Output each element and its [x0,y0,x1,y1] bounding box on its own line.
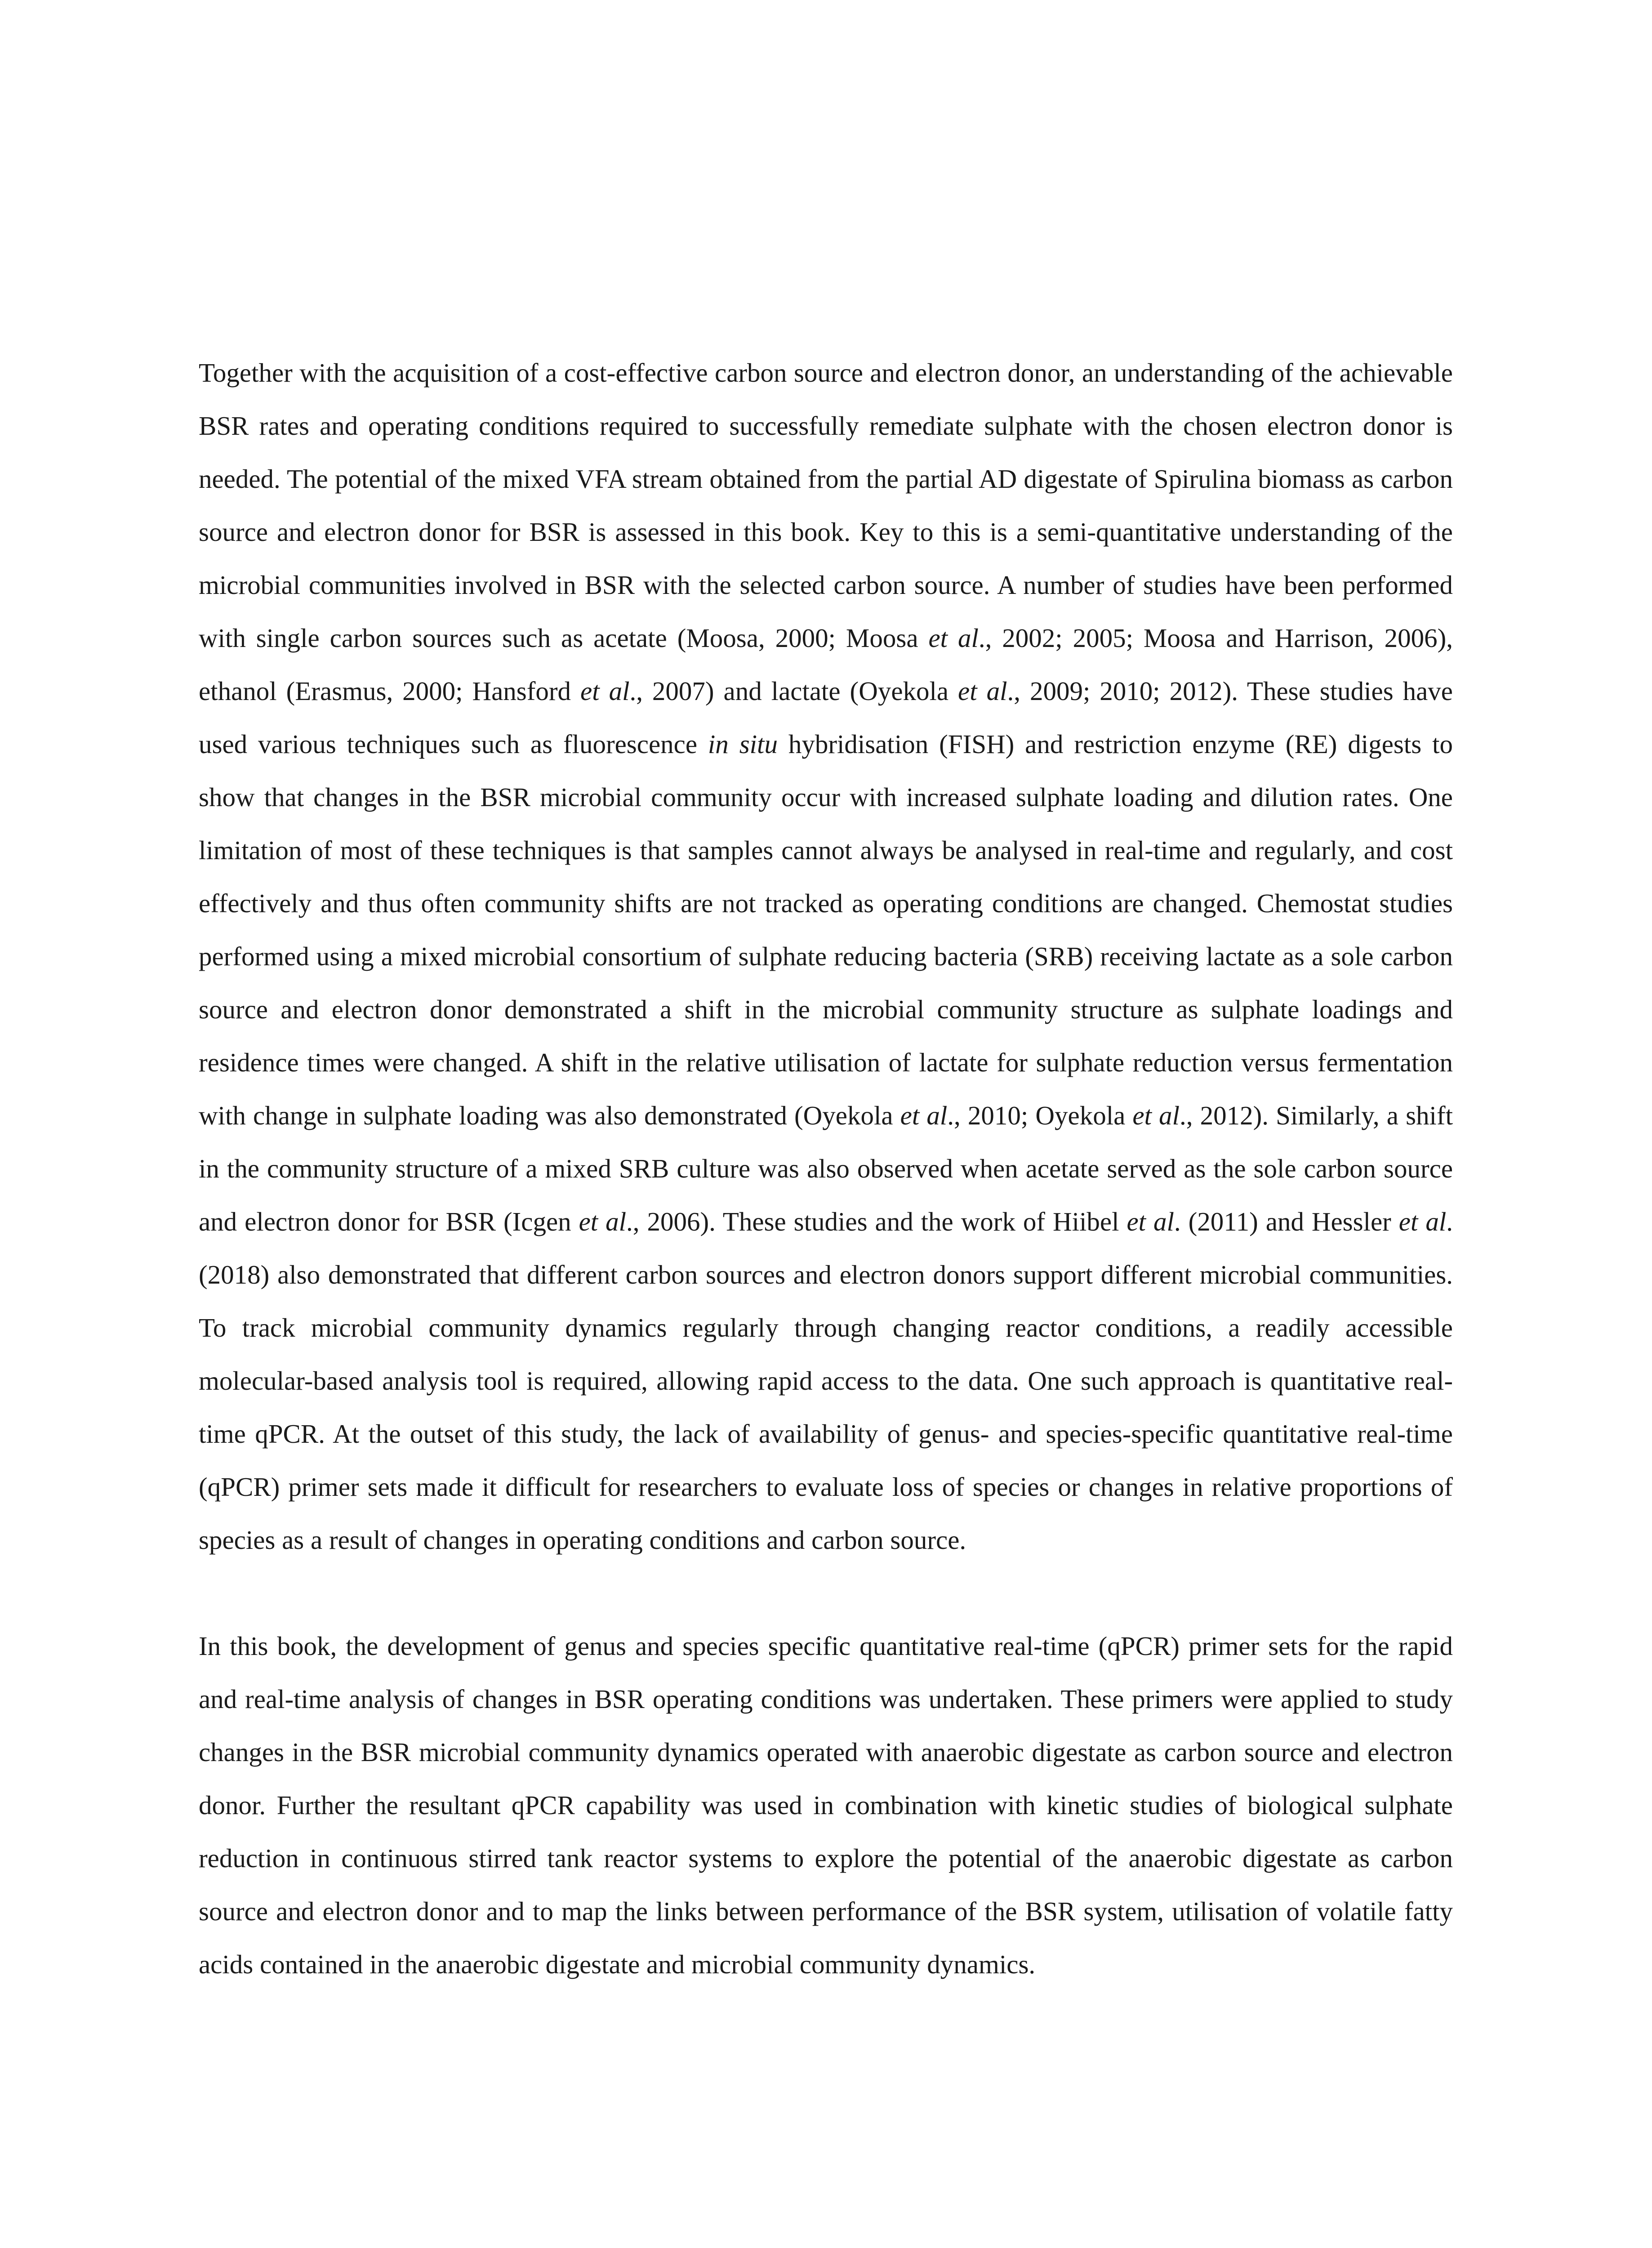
text-run: ., 2007) and lactate (Oyekola [629,676,958,706]
text-run: ., 2002; 2005; Moosa and Harrison, 2006), ethanol (Erasmus, 2000; Hansford [199,623,1453,706]
text-run: In this book, the development of genus and species specific quantitative real-time (qPCR) primer sets for the rapid and real-time analysis of changes in BSR operating conditions was undertaken. These primers were applied to study changes in the BSR microbial community dynamics operated with anaerobic digestate as carbon source and electron donor. Further the resultant qPCR capability was used in combination with kinetic studies of biological sulphate reduction in continuous stirred tank reactor systems to explore the potential of the anaerobic digestate as carbon source and electron donor and to map the links between performance of the BSR system, utilisation of volatile fatty acids contained in the anaerobic digestate and microbial community dynamics. [199,1631,1453,1979]
italic-text-run: et al [958,676,1007,706]
text-run: ., 2012). Similarly, a shift in the community structure of a mixed SRB culture was also observed when acetate served as the sole carbon source and electron donor for BSR (Icgen [199,1101,1453,1236]
italic-text-run: et al [1398,1207,1447,1236]
italic-text-run: et al [900,1101,948,1130]
text-run: ., 2010; Oyekola [947,1101,1133,1130]
text-run: ., 2006). These studies and the work of Hiibel [626,1207,1127,1236]
body-paragraph-1 [199,346,1453,1566]
italic-text-run: et al [579,1207,627,1236]
text-run: . (2018) also demonstrated that different carbon sources and electron donors support different microbial communities. To track microbial community dynamics regularly through changing reactor conditions, a readily accessible molecular-based analysis tool is required, allowing rapid access to the data. One such approach is quantitative real-time qPCR. At the outset of this study, the lack of availability of genus- and species-specific quantitative real-time (qPCR) primer sets made it difficult for researchers to evaluate loss of species or changes in relative proportions of species as a result of changes in operating conditions and carbon source. [199,1207,1453,1555]
body-paragraph-2 [199,1619,1453,1991]
text-run: . (2011) and Hessler [1174,1207,1399,1236]
text-run: Together with the acquisition of a cost-effective carbon source and electron donor, an understanding of the achievable BSR rates and operating conditions required to successfully remediate sulphate with the chosen electron donor is needed. The potential of the mixed VFA stream obtained from the partial AD digestate of Spirulina biomass as carbon source and electron donor for BSR is assessed in this book. Key to this is a semi-quantitative understanding of the microbial communities involved in BSR with the selected carbon source. A number of studies have been performed with single carbon sources such as acetate (Moosa, 2000; Moosa [199,358,1453,653]
italic-text-run: et al [580,676,630,706]
italic-text-run: et al [928,623,979,653]
text-run: ., 2009; 2010; 2012). These studies have used various techniques such as fluorescence [199,676,1453,759]
italic-text-run: et al [1132,1101,1180,1130]
italic-text-run: in situ [708,729,778,759]
page-body [199,346,1453,1991]
text-run: hybridisation (FISH) and restriction enzyme (RE) digests to show that changes in the BSR microbial community occur with increased sulphate loading and dilution rates. One limitation of most of these techniques is that samples cannot always be analysed in real-time and regularly, and cost effectively and thus often community shifts are not tracked as operating conditions are changed. Chemostat studies performed using a mixed microbial consortium of sulphate reducing bacteria (SRB) receiving lactate as a sole carbon source and electron donor demonstrated a shift in the microbial community structure as sulphate loadings and residence times were changed. A shift in the relative utilisation of lactate for sulphate reduction versus fermentation with change in sulphate loading was also demonstrated (Oyekola [199,729,1453,1130]
italic-text-run: et al [1127,1207,1174,1236]
